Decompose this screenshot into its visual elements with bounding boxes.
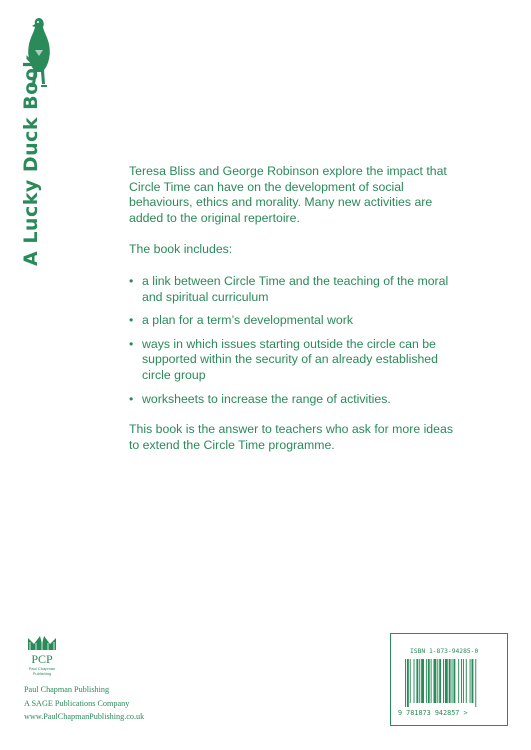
publisher-info [24,683,144,724]
bullet-marker: • [129,336,134,351]
barcode-bar [470,659,471,703]
spine-title: A Lucky Duck Book [20,54,42,266]
barcode-digits: 9 781873 942857 > [398,709,468,717]
barcode-bar [426,659,427,703]
barcode-bar [407,659,409,707]
closing-paragraph: This book is the answer to teachers who ask for more ideas to extend the Circle Time programme. [129,422,453,452]
pcp-logo-letters: PCP [31,652,53,666]
barcode-bar [449,659,451,703]
bullet-marker: • [129,273,134,288]
list-item [129,392,459,408]
barcode-bar [461,659,462,703]
list-item [129,337,459,384]
barcode-bar [405,659,406,707]
list-item [129,274,459,305]
barcode-bar [414,659,415,703]
barcode-bar [452,659,453,703]
barcode-bar [458,659,459,703]
description-block [129,164,459,453]
barcode-bar [428,659,430,703]
isbn-label: ISBN 1-873-94285-0 [410,648,479,655]
list-item-text: a link between Circle Time and the teaching of the moral and spiritual curriculum [142,273,449,304]
barcode-bar [410,659,411,703]
barcode-bar [453,659,455,703]
bullet-marker: • [129,391,134,406]
pcp-logo-icon [24,632,60,680]
includes-heading: The book includes: [129,242,233,257]
barcode-bar [419,659,420,703]
barcode-bar [475,659,476,707]
intro-paragraph: Teresa Bliss and George Robinson explore the impact that Circle Time can have on the development of social behaviours, ethics and morality. Many new activities are added to the original repertoire. [129,164,447,225]
barcode-bar [463,659,464,703]
barcode-bar [443,659,444,703]
list-item-text: a plan for a term’s developmental work [142,313,353,328]
barcode-bar [431,659,432,703]
list-item-text: worksheets to increase the range of activities. [142,391,391,406]
barcode-bar [437,659,438,703]
barcode-bar [434,659,437,703]
barcode-bar [445,659,448,703]
list-item [129,313,459,329]
barcode-bar [472,659,474,703]
pcp-logo-subtext-line1: Paul Chapman [28,666,56,671]
barcode-bar [439,659,441,703]
barcode-bar [466,659,467,703]
barcode-bar [416,659,418,703]
includes-list [129,274,459,407]
pcp-logo-subtext-line2: Publishing [32,671,52,676]
barcode-icon [405,659,501,707]
publisher-company: A SAGE Publications Company [24,698,130,708]
list-item-text: ways in which issues starting outside the circle can be supported within the security of an already established circle group [142,336,438,382]
bullet-marker: • [129,313,134,328]
barcode-bar [421,659,424,703]
publisher-name: Paul Chapman Publishing [24,685,110,694]
publisher-website: www.PaulChapmanPublishing.co.uk [24,712,145,721]
